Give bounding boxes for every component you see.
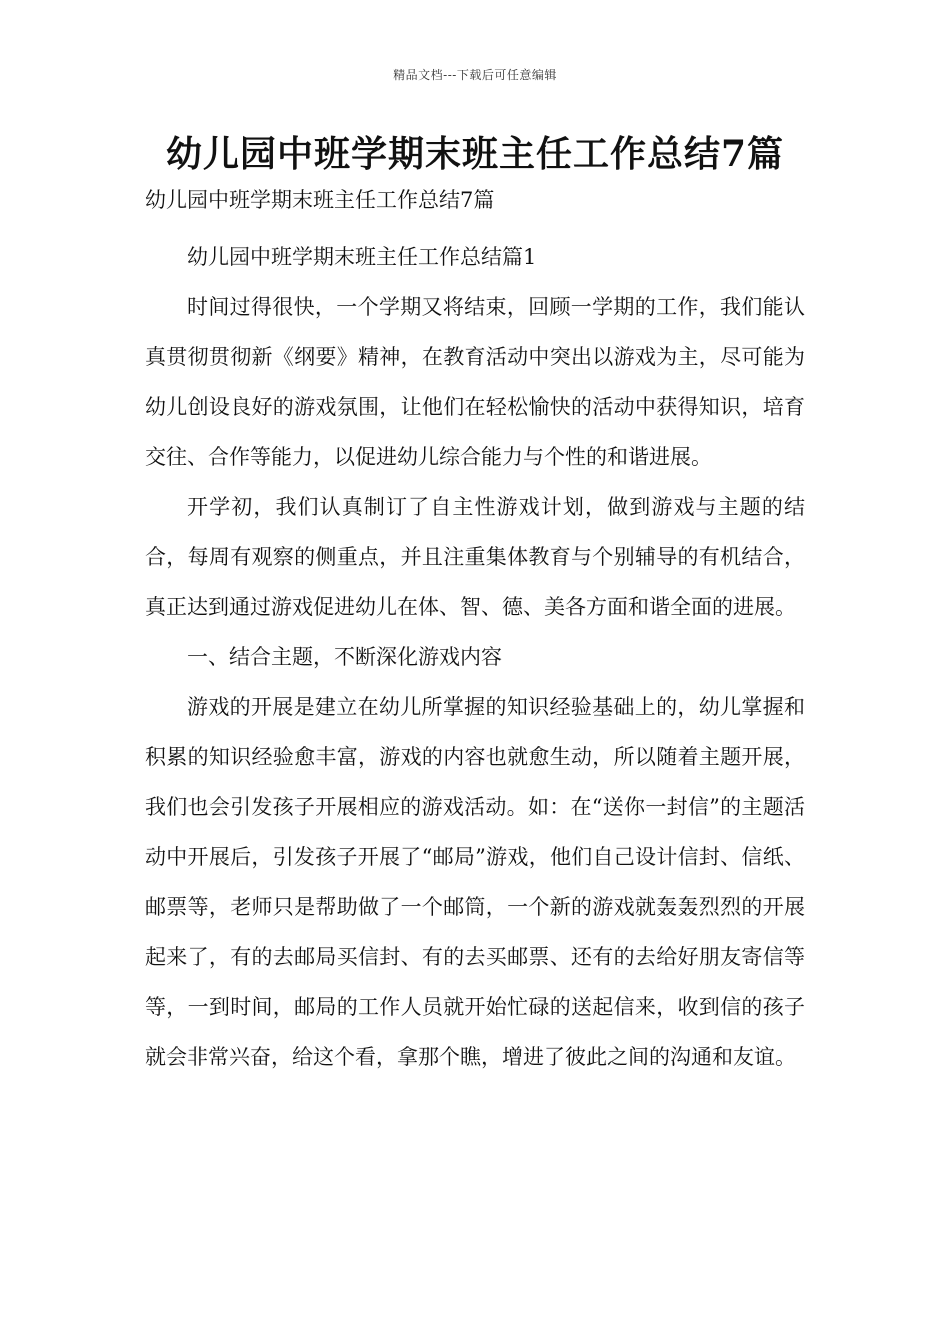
section-subheading-1: 一、结合主题，不断深化游戏内容: [187, 645, 502, 669]
paragraph-1: 时间过得很快，一个学期又将结束，回顾一学期的工作，我们能认真贯彻贯彻新《纲要》精神，在教育活动中突出以游戏为主，尽可能为幼儿创设良好的游戏氛围，让他们在轻松愉快的活动中获得知识，培育交往、合作等能力，以促进幼儿综合能力与个性的和谐进展。: [145, 295, 805, 469]
document-body: [145, 232, 805, 1082]
section-heading: 幼儿园中班学期末班主任工作总结篇1: [187, 245, 537, 269]
page-header: 精品文档---下载后可任意编辑: [393, 68, 557, 82]
paragraph-2: 开学初，我们认真制订了自主性游戏计划，做到游戏与主题的结合，每周有观察的侧重点，并且注重集体教育与个别辅导的有机结合，真正达到通过游戏促进幼儿在体、智、德、美各方面和谐全面的进展。: [145, 495, 805, 619]
document-title: 幼儿园中班学期末班主任工作总结7篇: [165, 133, 785, 175]
paragraph-3: 游戏的开展是建立在幼儿所掌握的知识经验基础上的，幼儿掌握和积累的知识经验愈丰富，游戏的内容也就愈生动，所以随着主题开展，我们也会引发孩子开展相应的游戏活动。如：在“送你一封信”的主题活动中开展后，引发孩子开展了“邮局”游戏，他们自己设计信封、信纸、邮票等，老师只是帮助做了一个邮筒，一个新的游戏就轰轰烈烈的开展起来了，有的去邮局买信封、有的去买邮票、还有的去给好朋友寄信等等，一到时间，邮局的工作人员就开始忙碌的送起信来，收到信的孩子就会非常兴奋，给这个看，拿那个瞧，增进了彼此之间的沟通和友谊。: [145, 695, 805, 1069]
document-subtitle: 幼儿园中班学期末班主任工作总结7篇: [145, 188, 495, 212]
